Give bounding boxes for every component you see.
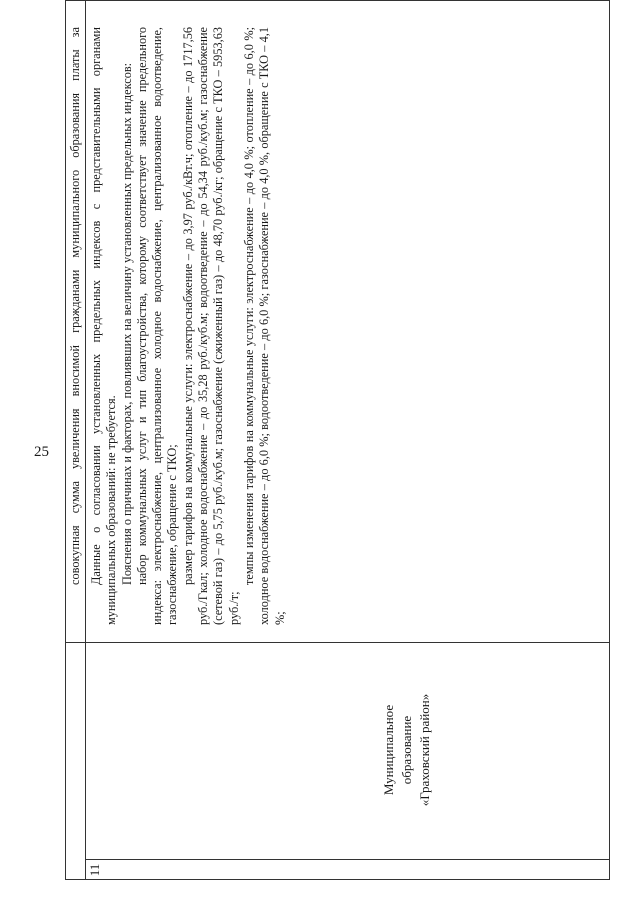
paragraph: темпы изменения тарифов на коммунальные услуги: электроснабжение – до 4,0 %; отопление – до 6,0 %; холодное водоснабжение – до 6,0 %; водоотведение – до 6,0 %; газоснабжение – до 4,0 %, обращение с ТКО – 4,1 %; xyxy=(241,27,287,625)
table-left-border xyxy=(65,879,610,880)
rotated-page xyxy=(65,0,610,880)
page-number: 25 xyxy=(34,444,49,460)
municipality-name-line: Муниципальное xyxy=(381,704,396,796)
table-number-column-divider xyxy=(85,859,610,860)
municipality-name-line: «Граховский район» xyxy=(417,693,432,807)
table-column-divider xyxy=(65,642,610,643)
data-table xyxy=(65,0,610,880)
row-prev-text: совокупная сумма увеличения вносимой гражданами муниципального образования платы за xyxy=(68,27,82,585)
table-row-divider xyxy=(85,0,86,880)
municipality-name-line: образование xyxy=(399,715,414,785)
row-11-text xyxy=(89,27,288,625)
table-bottom-border xyxy=(609,0,610,880)
row-number: 11 xyxy=(87,863,102,877)
paragraph: Данные о согласовании установленных предельных индексов с представительными органами муниципальных образований: не требуется. xyxy=(89,27,119,625)
row-municipality-name xyxy=(380,650,434,850)
table-row-divider xyxy=(65,0,66,880)
paragraph: размер тарифов на коммунальные услуги: электроснабжение – до 3,97 руб./кВт.ч; отопление – до 1717,56 руб./Гкал; холодное водоснабжение – до 35,28 руб./куб.м; водоотведение – до 54,34 руб./куб.м; газоснабжение (сетевой газ) – до 5,75 руб./куб.м; газоснабжение (сжиженный газ) – до 48,70 руб./кг; обращение с ТКО – 5953,63 руб./т; xyxy=(180,27,241,625)
row-prev-tail xyxy=(68,27,82,625)
paragraph: набор коммунальных услуг и тип благоустройства, которому соответствует значение предельного индекса: электроснабжение, централизованное холодное водоснабжение, централизованное водоотведение, газоснабжение, обращение с ТКО; xyxy=(134,27,180,625)
paragraph: Пояснения о причинах и факторах, повлиявших на величину установленных предельных индексов: xyxy=(119,62,134,585)
